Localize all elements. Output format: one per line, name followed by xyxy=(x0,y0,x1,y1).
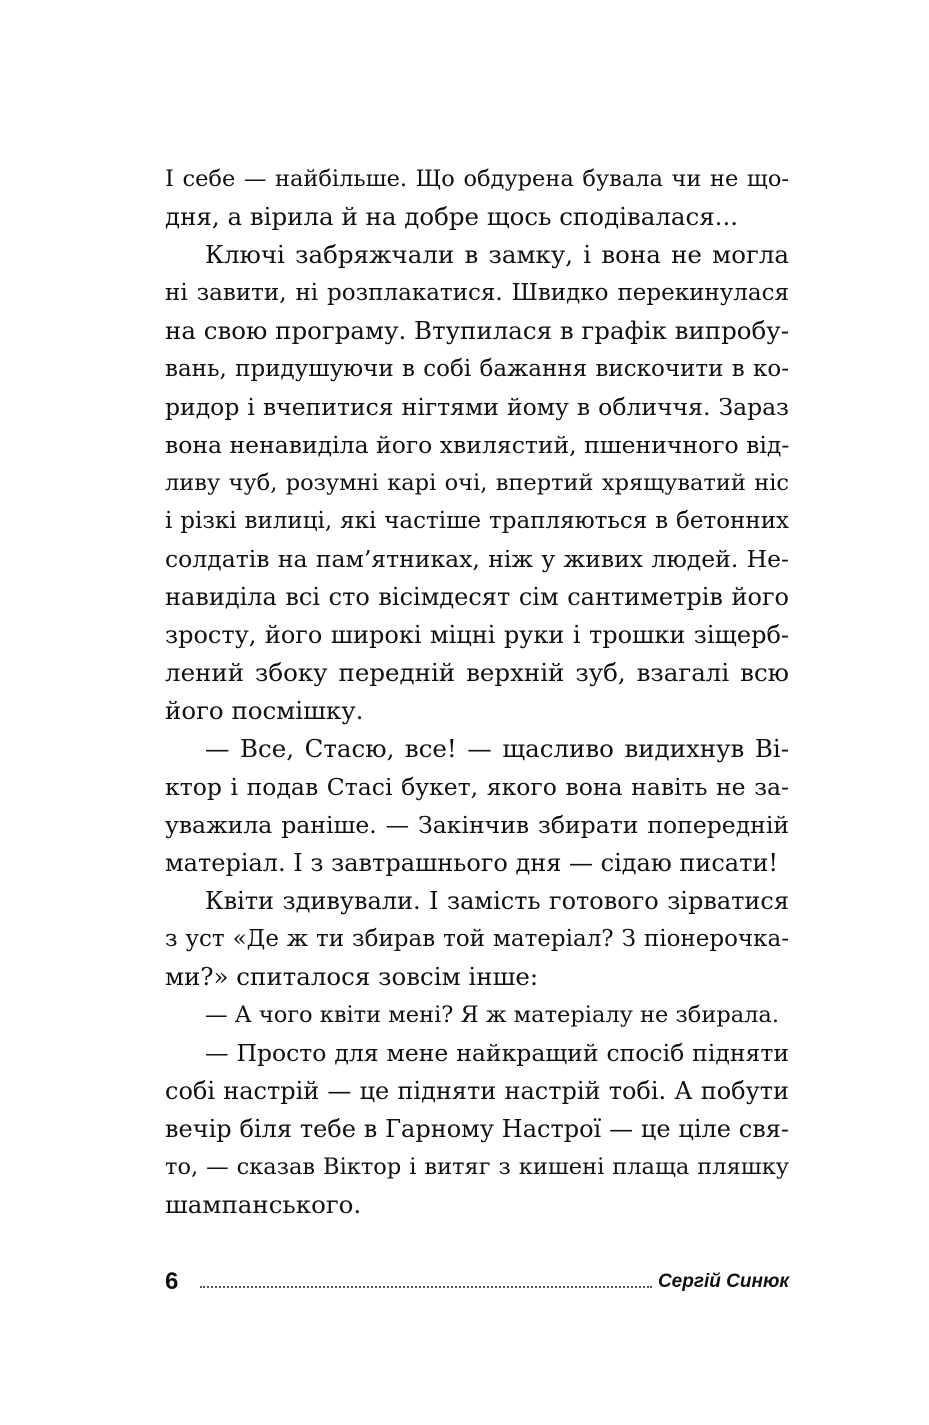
text-line: навиділа всі сто вісімдесят сім сантиметрів його xyxy=(165,583,789,611)
author-name: Сергій Синюк xyxy=(657,1271,789,1292)
text-line: собі настрій — це підняти настрій тобі. А побути xyxy=(165,1077,789,1105)
text-line: — А чого квіти мені? Я ж матеріалу не збирала. xyxy=(205,1002,780,1028)
text-line: ні завити, ні розплакатися. Швидко перекинулася xyxy=(165,280,789,306)
text-line: ридор і вчепитися нігтями йому в обличчя. Зараз xyxy=(165,393,789,421)
text-line: і різкі вилиці, які частіше трапляються в бетонних xyxy=(165,508,789,534)
text-line: матеріал. І з завтрашнього дня — сідаю писати! xyxy=(165,849,779,877)
text-line: лений збоку передній верхній зуб, взагалі всю xyxy=(165,658,789,687)
text-line: — Все, Стасю, все! — щасливо видихнув Ві- xyxy=(205,734,789,763)
text-line: його посмішку. xyxy=(165,696,364,725)
text-line: Квіти здивували. І замість готового зірватися xyxy=(205,887,789,915)
dotted-leader xyxy=(200,1285,652,1288)
text-line: солдатів на пам’ятниках, ніж у живих людей. Не- xyxy=(165,545,789,573)
page-number: 6 xyxy=(165,1268,179,1295)
text-line: з уст «Де ж ти збирав той матеріал? З піонерочка- xyxy=(165,926,789,952)
text-line: уважила раніше. — Закінчив збирати попередній xyxy=(165,811,789,839)
page-footer xyxy=(165,1266,789,1296)
text-line: І себе — найбільше. Що обдурена бувала чи не що- xyxy=(165,166,789,192)
text-line: дня, а вірила й на добре щось сподівалася... xyxy=(165,202,739,231)
text-line: Ключі забряжчали в замку, і вона не могла xyxy=(205,240,789,269)
body-text xyxy=(165,160,789,1224)
text-line: вечір біля тебе в Гарному Настрої — це ціле свя- xyxy=(165,1115,789,1143)
text-line: на свою програму. Втупилася в графік випробу- xyxy=(165,316,789,345)
text-line: ктор і подав Стасі букет, якого вона навіть не за- xyxy=(165,773,789,801)
text-line: ми?» спиталося зовсім інше: xyxy=(165,962,539,991)
text-line: вона ненавиділа його хвилястий, пшеничного від- xyxy=(165,431,790,459)
text-line: вань, придушуючи в собі бажання вискочити в ко- xyxy=(165,356,789,382)
text-line: — Просто для мене найкращий спосіб підняти xyxy=(205,1039,789,1067)
text-line: то, — сказав Віктор і витяг з кишені плаща пляшку xyxy=(165,1154,789,1180)
text-line: шампанського. xyxy=(165,1190,362,1219)
text-line: зросту, його широкі міцні руки і трошки зіщерб- xyxy=(165,621,789,649)
text-line: ливу чуб, розумні карі очі, впертий хрящуватий ніс xyxy=(165,470,789,496)
